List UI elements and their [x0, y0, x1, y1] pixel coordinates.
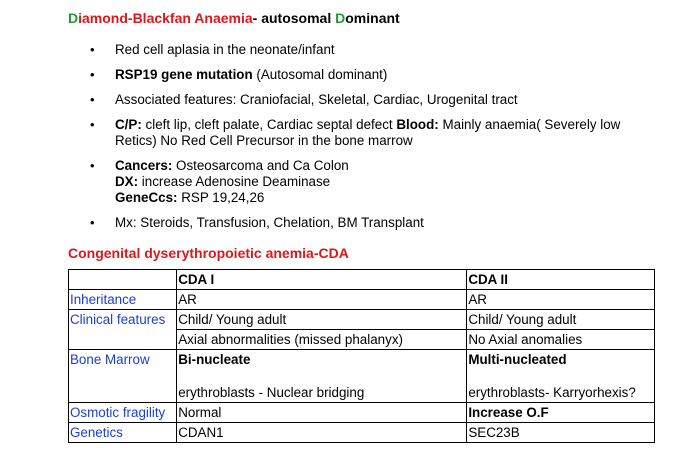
title-letter-d-2: D — [335, 10, 346, 26]
row-label-bone-marrow: Bone Marrow — [69, 350, 177, 403]
cda-comparison-table — [68, 269, 655, 443]
bullet-text: Red cell aplasia in the neonate/infant — [115, 42, 335, 57]
bullet-text: RSP 19,24,26 — [177, 190, 265, 205]
bullet-text: increase Adenosine Deaminase — [138, 174, 331, 189]
cell-cda2-marrow — [467, 350, 655, 403]
row-label-clinical-features: Clinical features — [69, 310, 177, 330]
bullet-text: Mx: Steroids, Transfusion, Chelation, BM Transplant — [115, 215, 424, 230]
title-letter-d: D — [68, 10, 79, 26]
row-label-osmotic-fragility: Osmotic fragility — [69, 403, 177, 423]
bullet-bold-text: Blood: — [396, 117, 439, 132]
section-heading-cda: Congenital dyserythropoietic anemia-CDA — [68, 245, 349, 261]
table-header-row — [69, 270, 655, 290]
bullet-text: (Autosomal dominant) — [252, 67, 388, 82]
table-row — [69, 403, 655, 423]
header-cda-1: CDA I — [177, 270, 467, 290]
bullet-text: Associated features: Craniofacial, Skeletal, Cardiac, Urogenital tract — [115, 92, 518, 107]
cell-cda1-axial: Axial abnormalities (missed phalanyx) — [177, 330, 467, 350]
cell-cda1-inheritance: AR — [177, 290, 467, 310]
bullet-bold-text: DX: — [115, 174, 139, 189]
title-inheritance-text: - autosomal — [252, 10, 336, 26]
bullet-cancers-dx-genes — [92, 158, 662, 206]
cell-cda2-clinical: Child/ Young adult — [467, 310, 655, 330]
bullet-gene-mutation — [92, 67, 662, 83]
title-dominant-text: ominant — [345, 10, 400, 26]
bullet-clinical-presentation — [92, 117, 662, 149]
cell-cda1-genetics: CDAN1 — [177, 423, 467, 443]
cell-cda2-genetics: SEC23B — [467, 423, 655, 443]
bullet-text: cleft lip, cleft palate, Cardiac septal defect — [141, 117, 397, 132]
table-corner-cell — [69, 270, 177, 290]
bullet-bold-text: Cancers: — [115, 158, 173, 173]
bullet-bold-text: GeneCcs: — [115, 190, 178, 205]
marrow-cda2-bold: Multi-nucleated — [468, 352, 567, 367]
table-row — [69, 310, 655, 330]
row-label-genetics: Genetics — [69, 423, 177, 443]
bullet-text: Osteosarcoma and Ca Colon — [172, 158, 349, 173]
cell-cda1-osmotic: Normal — [177, 403, 467, 423]
title-disease-name: iamond-Blackfan Anaemia — [78, 10, 253, 26]
header-cda-2: CDA II — [467, 270, 655, 290]
cell-cda2-axial: No Axial anomalies — [467, 330, 655, 350]
cell-cda2-osmotic: Increase O.F — [467, 403, 655, 423]
bullet-red-cell-aplasia — [92, 42, 662, 58]
bullet-text: Mainly anaemia( Severely low Retics) No Red Cell Precursor in the bone marrow — [115, 117, 621, 148]
row-label-empty — [69, 330, 177, 350]
cell-cda2-inheritance: AR — [467, 290, 655, 310]
marrow-cda2-text: erythroblasts- Karryorhexis? — [468, 385, 636, 400]
bullet-bold-text: RSP19 gene mutation — [115, 67, 253, 82]
bullet-management — [92, 215, 662, 231]
marrow-cda1-bold: Bi-nucleate — [178, 352, 251, 367]
bullet-bold-text: C/P: — [115, 117, 142, 132]
cell-cda1-clinical: Child/ Young adult — [177, 310, 467, 330]
dba-bullet-list — [92, 42, 662, 231]
table-row — [69, 423, 655, 443]
cell-cda1-marrow — [177, 350, 467, 403]
row-label-inheritance: Inheritance — [69, 290, 177, 310]
marrow-cda1-text: erythroblasts - Nuclear bridging — [178, 385, 365, 400]
table-row — [69, 350, 655, 403]
page-title — [68, 10, 400, 26]
table-row — [69, 290, 655, 310]
bullet-associated-features — [92, 92, 662, 108]
table-row — [69, 330, 655, 350]
